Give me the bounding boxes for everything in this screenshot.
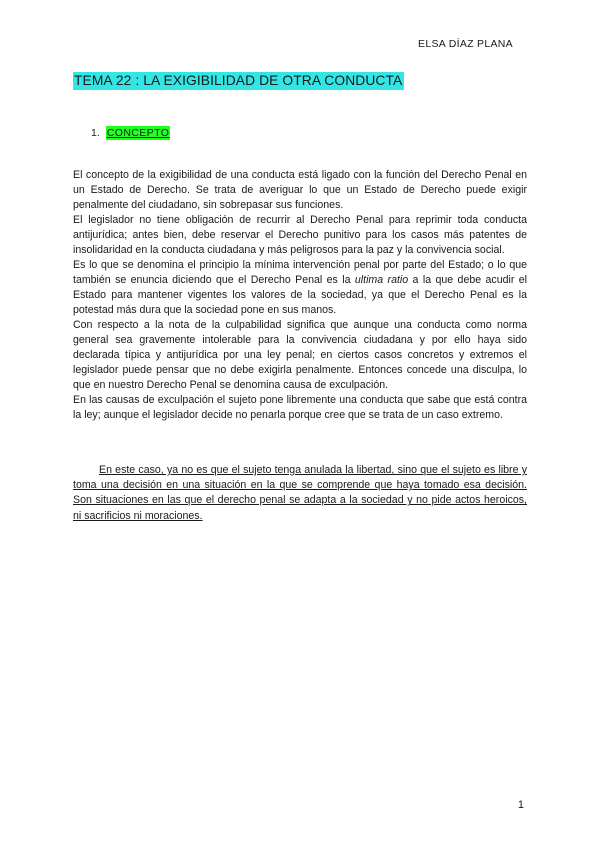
note-paragraph: En este caso, ya no es que el sujeto tenga anulada la libertad, sino que el sujeto es libre y toma una decisión en una situación en la que se comprende que haya tomado esa decisión. Son situaciones en las que el derecho penal se adapta a la sociedad y no pide actos heroicos, ni sacrificios ni moraciones.: [73, 464, 527, 522]
header-author: ELSA DÍAZ PLANA: [418, 38, 513, 50]
paragraph: El concepto de la exigibilidad de una conducta está ligado con la función del Derecho Penal en un Estado de Derecho. Se trata de averiguar lo que un Estado de Derecho puede exigir penalmente del ciudadano, sin sobrepasar sus funciones.: [73, 169, 527, 211]
paragraph: Con respecto a la nota de la culpabilidad significa que aunque una conducta como norma general sea gravemente intolerable para la convivencia ciudadana y por ello haya sido declarada típica y antijurídica por una ley penal; en ciertos casos concretos y extremos el legislador puede pensar que no debe exigirla penalmente. Entonces concede una disculpa, lo que en nuestro Derecho Penal se denomina causa de exculpación.: [73, 319, 527, 391]
section-number: 1.: [91, 127, 100, 139]
title-block: [73, 72, 404, 90]
section-heading: [91, 127, 170, 139]
paragraph-text: Es lo que se denomina el principio la mínima intervención penal por parte del Estado; o lo que también se enuncia diciendo que el Derecho Penal es la: [73, 259, 527, 286]
paragraph: [73, 258, 527, 318]
underlined-note: [73, 463, 527, 524]
page-title: TEMA 22 : LA EXIGIBILIDAD DE OTRA CONDUCTA: [74, 73, 403, 88]
page-number: 1: [517, 799, 524, 811]
italic-term: ultima ratio: [354, 274, 409, 286]
paragraph-text: a la que debe acudir el Estado para mantener vigentes los valores de la sociedad, ya que el Derecho Penal es la potestad más dura que la sociedad pone en sus manos.: [73, 274, 528, 316]
section-label: CONCEPTO: [106, 127, 170, 139]
paragraph: El legislador no tiene obligación de recurrir al Derecho Penal para reprimir toda conducta antijurídica; antes bien, debe reservar el Derecho punitivo para los casos más patentes de insolidaridad en la conducta ciudadana y más peligrosos para la paz y la convivencia social.: [73, 214, 527, 256]
body-text: [73, 168, 527, 423]
paragraph: En las causas de exculpación el sujeto pone libremente una conducta que sabe que está contra la ley; aunque el legislador decide no penarla porque cree que se trata de un caso extremo.: [73, 394, 527, 421]
